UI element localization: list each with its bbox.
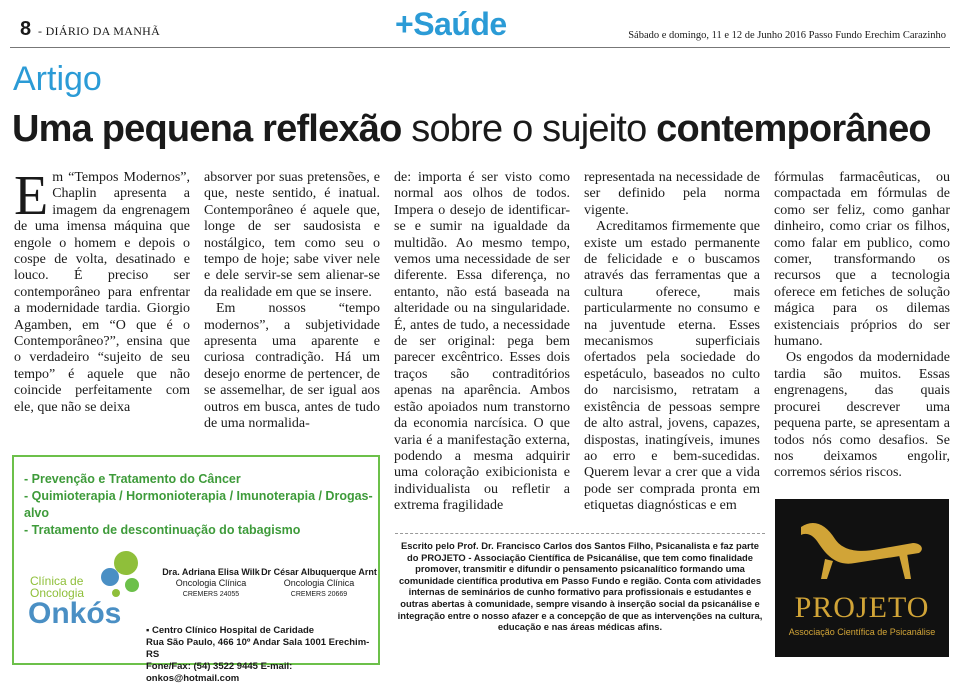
paragraph: fórmulas farmacêuticas, ou compactada em fórmulas de como ser feliz, como ganhar dinheiro, como criar os filhos, como falar em publico, como comer, transformando os recursos que a tecnologia oferece em fetiches de solução mágica para os dilemas existenciais próprios do ser humano. [774,170,950,350]
page-header [0,0,960,48]
projeto-logo [775,499,949,657]
author-credit: Escrito pelo Prof. Dr. Francisco Carlos dos Santos Filho, Psicanalista e faz parte do PROJETO - Associação Científica de Psicanálise, que tem como finalidade promover, transmitir e difundir o pensamento psicanalítico formando uma comunidade científica produtiva em Passo Fundo e região. Conta com atividades internas de seminários de cunho formativo para profissionais e estudantes e outras abertas à comunidade, sempre visando à inserção social da psicanálise e integração entre o nosso afazer e a concepção de que as intervenções na cultura, educação e nas áreas médicas afins. [397,540,763,633]
headline-part2: sobre o sujeito [411,108,647,150]
address-line [146,625,378,637]
article-column-2 [204,170,380,433]
ad-item: - Tratamento de descontinuação do tabagismo [24,523,301,537]
doctor-crm: CREMERS 24055 [182,591,240,598]
paragraph-text: m “Tempos Modernos”, Chaplin apresenta a imagem da engrenagem de uma imensa máquina que engole o homem e depois o cospe de volta, desatinado e louco. É preciso ser contemporâneo para enfrentar a modernidade tardia. Giorgio Agamben, em “O que é o Contemporâneo?”, ensina que o verdadeiro “sujeito de seu tempo” é aquele que não coincide perfeitamente com ele, que não se deixa [14,170,190,415]
newspaper-name: - DIÁRIO DA MANHÃ [38,24,161,38]
paragraph: Acreditamos firmemente que existe um estado permanente de felicidade e o buscamos através das ferramentas que a cultura oferece, mais particularmente no consumo e na juventude eterna. Esses mecanismos superficiais ofertados pela sociedade do espetáculo, baseados no culto do narcisismo, retratam a existência de pessoas sempre de alto astral, jovens, capazes, dispostas, inatingíveis, imunes ao erro e bem-sucedidas. Querem levar a crer que a vida pode ser comprada pronta em etiquetas diagnósticas e em [584,219,760,514]
projeto-name: PROJETO [794,591,930,624]
headline-part1: Uma pequena reflexão [12,108,402,150]
page-number: 8 [20,18,32,40]
doctor-specialty: Oncologia Clínica [283,578,355,588]
credit-divider [395,533,765,534]
doctor-crm: CREMERS 20669 [290,591,348,598]
paragraph [14,165,190,416]
clinic-address [146,625,378,685]
article-column-4 [584,170,760,515]
logo-subtitle [30,575,84,599]
drop-cap: E [14,165,49,227]
logo-line1: Clínica de [30,574,84,588]
contact-line: Fone/Fax: (54) 3522 9445 E-mail: onkos@hotmail.com [146,661,293,684]
pin-icon: ▪ [146,625,150,636]
paragraph: Em nossos “tempo modernos”, a subjetividade apresenta uma aparente e curiosa contradição. Há um desejo enorme de pertencer, de se assemelhar, de ser igual aos outros em busca, antes de tudo de uma normalida- [204,301,380,432]
doctor-name: Dr César Albuquerque Arnt [261,567,377,577]
ad-item: - Quimioterapia / Hormonioterapia / Imunoterapia / Drogas-alvo [24,489,373,520]
projeto-subtitle: Associação Científica de Psicanálise [788,627,936,637]
header-divider [10,47,950,48]
article-column-1 [14,165,190,416]
address-line: Rua São Paulo, 466 10º Andar Sala 1001 Erechim-RS [146,637,370,660]
doctor-specialty: Oncologia Clínica [175,578,247,588]
onkos-advertisement [12,455,380,684]
doctor-name: Dra. Adriana Elisa Wilk [162,567,260,577]
article-column-5 [774,170,950,482]
section-title: +Saúde [395,6,507,42]
paragraph: absorver por suas pretensões, e que, neste sentido, é inatual. Contemporâneo é aquele que, longe de ser saudosista e nostálgico, tem como seu o tempo de hoje; sabe viver nele e dele servir-se sem alienar-se da realidade em que se insere. [204,170,380,300]
address-text: Centro Clínico Hospital de Caridade [152,625,315,636]
paragraph: de: importa é ser visto como normal aos olhos de todos. Impera o desejo de identificar-se e sumir na igualdade da multidão. Ao mesmo tempo, vemos uma necessidade de ser diferente. Essa diferença, no entanto, não está baseada na alteridade ou na singularidade. É, antes de tudo, a necessidade de ser original: pega bem parecer excêntrico. Esses dois traços são contraditórios apenas na aparência. Ambos estão apoiados num transtorno da economia narcísica. O que varia é a manifestação externa, podendo a mesma adquirir uma coloração exibicionista e individualista ou refletir a extrema fragilidade [394,170,570,514]
paragraph: representada na necessidade de ser definido pela norma vigente. [584,170,760,218]
dateline: Sábado e domingo, 11 e 12 de Junho 2016 Passo Fundo Erechim Carazinho [628,30,946,41]
article-column-3 [394,170,570,515]
paragraph: Os engodos da modernidade tardia são muitos. Essas engrenagens, das quais procurei descrever uma pequena parte, se apresentam a todos nós como desafios. Se nos deixamos engolir, corremos sérios riscos. [774,350,950,481]
ad-service-list [24,471,378,539]
ad-item: - Prevenção e Tratamento do Câncer [24,472,241,486]
article-kicker: Artigo [13,60,102,98]
headline-part3: contemporâneo [656,108,931,150]
logo-name: Onkós [28,597,122,630]
doctor-info [260,567,378,600]
onkos-logo-icon [96,549,146,599]
article-headline [12,108,931,151]
logo-line2: Oncologia [30,586,85,600]
couch-icon [795,513,929,583]
doctor-info [156,567,266,600]
